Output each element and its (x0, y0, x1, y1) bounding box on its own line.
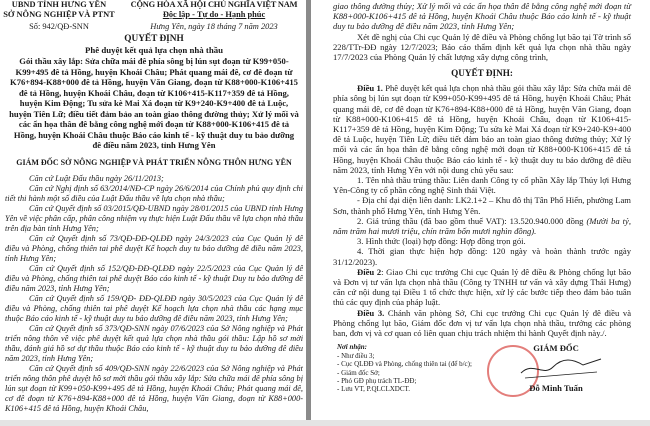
recipient: - Giám đốc Sở; (337, 368, 380, 377)
recipient: - Phó GĐ phụ trách TL-ĐĐ; (337, 376, 417, 385)
recipient: - Cục QLĐĐ và Phòng, chống thiên tai (để b/c); (337, 360, 472, 369)
recipients-label: Nơi nhận: (337, 343, 368, 352)
doc-number: Số: 942/QĐ-SNN (29, 22, 89, 31)
winning-bidder: 1. Tên nhà thầu trúng thầu: Liên danh Công ty cổ phần Xây lắp Thủy lợi Hưng Yên-Công ty cổ phần công nghệ Sinh thái Việt. (333, 175, 631, 196)
article-2: Điều 2: Giao Chi cục trưởng Chi cục Quản lý đê điều & Phòng chống lụt bão và Đơn vị tư vấn lựa chọn nhà thầu (Công ty TNHH tư vấn và xây dựng Thái Hưng) căn cứ nội dung tại Điều 1 tổ chức thực hiện, xử lý các bước tiếp theo đảm bảo tuân thủ các quy định của pháp luật. (333, 266, 631, 308)
agency-parent: UBND TỈNH HƯNG YÊN (11, 0, 107, 9)
continued-basis: giao thông đường thủy; Xử lý mối và các ẩn họa thân đê bằng công nghệ mới đoạn từ K88+000-K106+415 đê tả Hồng, huyện Khoái Châu thuộc Báo cáo kinh tế - kỹ thuật duy tu bảo dưỡng đê điều năm 2023, tỉnh Hưng Yên; (333, 1, 631, 32)
right-page-body (333, 1, 631, 394)
bidder-address: - Địa chỉ đại diện liên danh: LK2.1+2 – Khu đô thị Tân Phố Hiến, phường Lam Sơn, thành phố Hưng Yên, tỉnh Hưng Yên. (333, 195, 631, 216)
viewer-bottom-edge (0, 420, 650, 426)
article-1: Điều 1. Phê duyệt kết quả lựa chọn nhà thầu gói thầu xây lắp: Sửa chữa mái đê phía sông bị lún sụt đoạn từ K99+050-K99+495 đê tả Hồng, huyện Khoái Châu; Phát quang mái đê, cơ đê đoạn từ K76+894-K88+000 đê tả Hồng, huyện Văn Giang, đoạn từ K88+000-K106+415 đê tả Hồng, huyện Khoái Châu, đoạn từ K106+415-K117+359 đê tả Hồng, huyện Kim Động; Tu sửa kè Mai Xá đoạn từ K9+240-K9+400 đê tả Luộc, huyện Tiên Lữ; điều tiết đảm bảo an toàn giao thông đường thủy; Xử lý mối và các ẩn họa thân đê bằng công nghệ mới đoạn từ K88+000-K106+415 đê tả Hồng, huyện Khoái Châu thuộc Báo cáo kinh tế - kỹ thuật duy tu bảo dưỡng đê điều năm 2023, tỉnh Hưng Yên với nội dung chủ yếu sau: (333, 83, 632, 175)
winning-price: 2. Giá trúng thầu (đã bao gồm thuế VAT): 13.520.940.000 đồng (Mười ba tỷ, năm trăm hai mươi triệu, chín trăm bốn mươi nghìn đồng). (333, 215, 631, 237)
agency-name: SỞ NÔNG NGHIỆP VÀ PTNT (3, 10, 115, 19)
legal-basis: Căn cứ Quyết định số 152/QĐ-ĐĐ-QLĐĐ ngày 22/5/2023 của Cục Quản lý đê điều và Phòng, chống thiên tai phê duyệt Báo cáo kinh tế - kỹ thuật Duy tu bảo dưỡng đê điều năm 2023, tỉnh Hưng Yên; (5, 263, 303, 293)
issuing-authority: GIÁM ĐỐC SỞ NÔNG NGHIỆP VÀ PHÁT TRIỂN NÔNG THÔN HƯNG YÊN (16, 157, 292, 167)
package-description: Gói thầu xây lắp: Sửa chữa mái đê phía sông bị lún sụt đoạn từ K99+050-K99+495 đê tả Hồng, huyện Khoái Châu; Phát quang mái đê, cơ đê đoạn từ K76+894-K88+000 đê tả Hồng, huyện Văn Giang, đoạn từ K88+000-K106+415 đê tả Hồng, huyện Khoái Châu, đoạn từ K106+415-K117+359 đê tả Hồng, huyện Kim Động; Tu sửa kè Mai Xá đoạn từ K9+240-K9+400 đê tả Luộc, huyện Tiên Lữ; điều tiết đảm bảo an toàn giao thông đường thủy; Xử lý mối và các ẩn họa thân đê bằng công nghệ mới đoạn từ K88+000-K106+415 đê tả Hồng, huyện Khoái Châu thuộc Báo cáo kinh tế - kỹ thuật duy tu bảo dưỡng đê điều năm 2023, tỉnh Hưng Yên (9, 56, 299, 150)
legal-bases (5, 174, 303, 414)
legal-basis: Căn cứ Quyết định số 03/2015/QĐ-UBND ngày 28/01/2015 của UBND tỉnh Hưng Yên về việc phân cấp, phân công nhiệm vụ thực hiện Luật Đấu thầu về lựa chọn nhà thầu trên địa bàn tỉnh Hưng Yên; (5, 203, 303, 233)
consideration: Xét đề nghị của Chi cục Quản lý đê điều và Phòng chống lụt bão tại Tờ trình số 228/TTr-ĐĐ ngày 12/7/2023; Báo cáo thẩm định kết quả lựa chọn nhà thầu ngày 17/7/2023 của Phòng Quản lý chất lượng xây dựng công trình, (333, 31, 631, 63)
recipients-block (333, 343, 472, 393)
recipient: - Lưu VT, P.QLCLXDCT. (337, 385, 411, 394)
signer-name: Đỗ Minh Tuấn (529, 383, 583, 394)
contract-type: 3. Hình thức (loại) hợp đồng: Hợp đồng trọn gói. (357, 236, 526, 247)
page-divider (306, 0, 311, 420)
legal-basis: Căn cứ Nghị định số 63/2014/NĐ-CP ngày 26/6/2014 của Chính phủ quy định chi tiết thi hành một số điều của Luật Đấu thầu về lựa chọn nhà thầu; (5, 183, 303, 203)
decision-subtitle: Phê duyệt kết quả lựa chọn nhà thầu (85, 45, 223, 55)
signer-block (501, 343, 611, 393)
motto: Độc lập - Tự do - Hạnh phúc (162, 10, 266, 19)
national-title: CỘNG HÒA XÃ HỘI CHỦ NGHĨA VIỆT NAM (130, 0, 298, 9)
signature-row (333, 343, 631, 393)
signature (501, 353, 611, 383)
article-3: Điều 3. Chánh văn phòng Sở, Chi cục trưởng Chi cục Quản lý đê điều và Phòng chống lụt bão, Giám đốc đơn vị tư vấn lựa chọn nhà thầu, trưởng các phòng ban, đơn vị và cơ quan có liên quan chịu trách nhiệm thi hành Quyết định này./. (333, 307, 632, 339)
legal-basis: Căn cứ Quyết định số 373/QĐ-SNN ngày 07/6/2023 của Sở Nông nghiệp và Phát triển nông thôn về việc phê duyệt kết quả lựa chọn nhà thầu gói thầu: Lập hồ sơ mời thầu, đánh giá hồ sơ dự thầu thuộc Báo cáo kinh tế - kỹ thuật duy tu bảo dưỡng đê điều năm 2023, tỉnh Hưng Yên; (5, 323, 303, 363)
recipient: - Như điều 3; (337, 351, 375, 360)
legal-basis: Căn cứ Luật Đấu thầu ngày 26/11/2013; (29, 173, 164, 183)
legal-basis: Căn cứ Quyết định số 159/QĐ- ĐĐ-QLĐĐ ngày 30/5/2023 của Cục Quản lý đê điều và Phòng, chống thiên tai phê duyệt Kế hoạch lựa chọn nhà thầu các hạng mục thuộc Báo cáo kinh tế - kỹ thuật duy tu bảo dưỡng đê điều năm 2023, tỉnh Hưng Yên; (5, 293, 303, 323)
decision-title: QUYẾT ĐỊNH (124, 34, 184, 44)
decision-heading: QUYẾT ĐỊNH: (451, 68, 513, 79)
place-date: Hưng Yên, ngày 18 tháng 7 năm 2023 (150, 22, 278, 31)
signer-title: GIÁM ĐỐC (533, 343, 579, 354)
legal-basis: Căn cứ Quyết định số 409/QĐ-SNN ngày 22/6/2023 của Sở Nông nghiệp và Phát triển nông thôn phê duyệt hồ sơ mời thầu gói thầu xây lắp: Sửa chữa mái đê phía sông bị lún sụt đoạn từ K99+050-K99+495 đê tả Hồng, huyện Khoái Châu; Phát quang mái đê, cơ đê đoạn từ K76+894-K88+000 đê tả Hồng, huyện Văn Giang, đoạn từ K88+000-K106+415 đê tả Hồng, huyện Khoái Châu, (5, 363, 303, 413)
contract-duration: 4. Thời gian thực hiện hợp đồng: 120 ngày và hoàn thành trước ngày 31/12/2023). (333, 246, 631, 267)
left-page-body (5, 34, 303, 414)
legal-basis: Căn cứ Quyết định số 73/QĐ-ĐĐ-QLĐĐ ngày 24/3/2023 của Cục Quản lý đê điều và Phòng, chống thiên tai phê duyệt Kế hoạch duy tu bảo dưỡng đê điều năm 2023, tỉnh Hưng Yên; (5, 233, 303, 263)
